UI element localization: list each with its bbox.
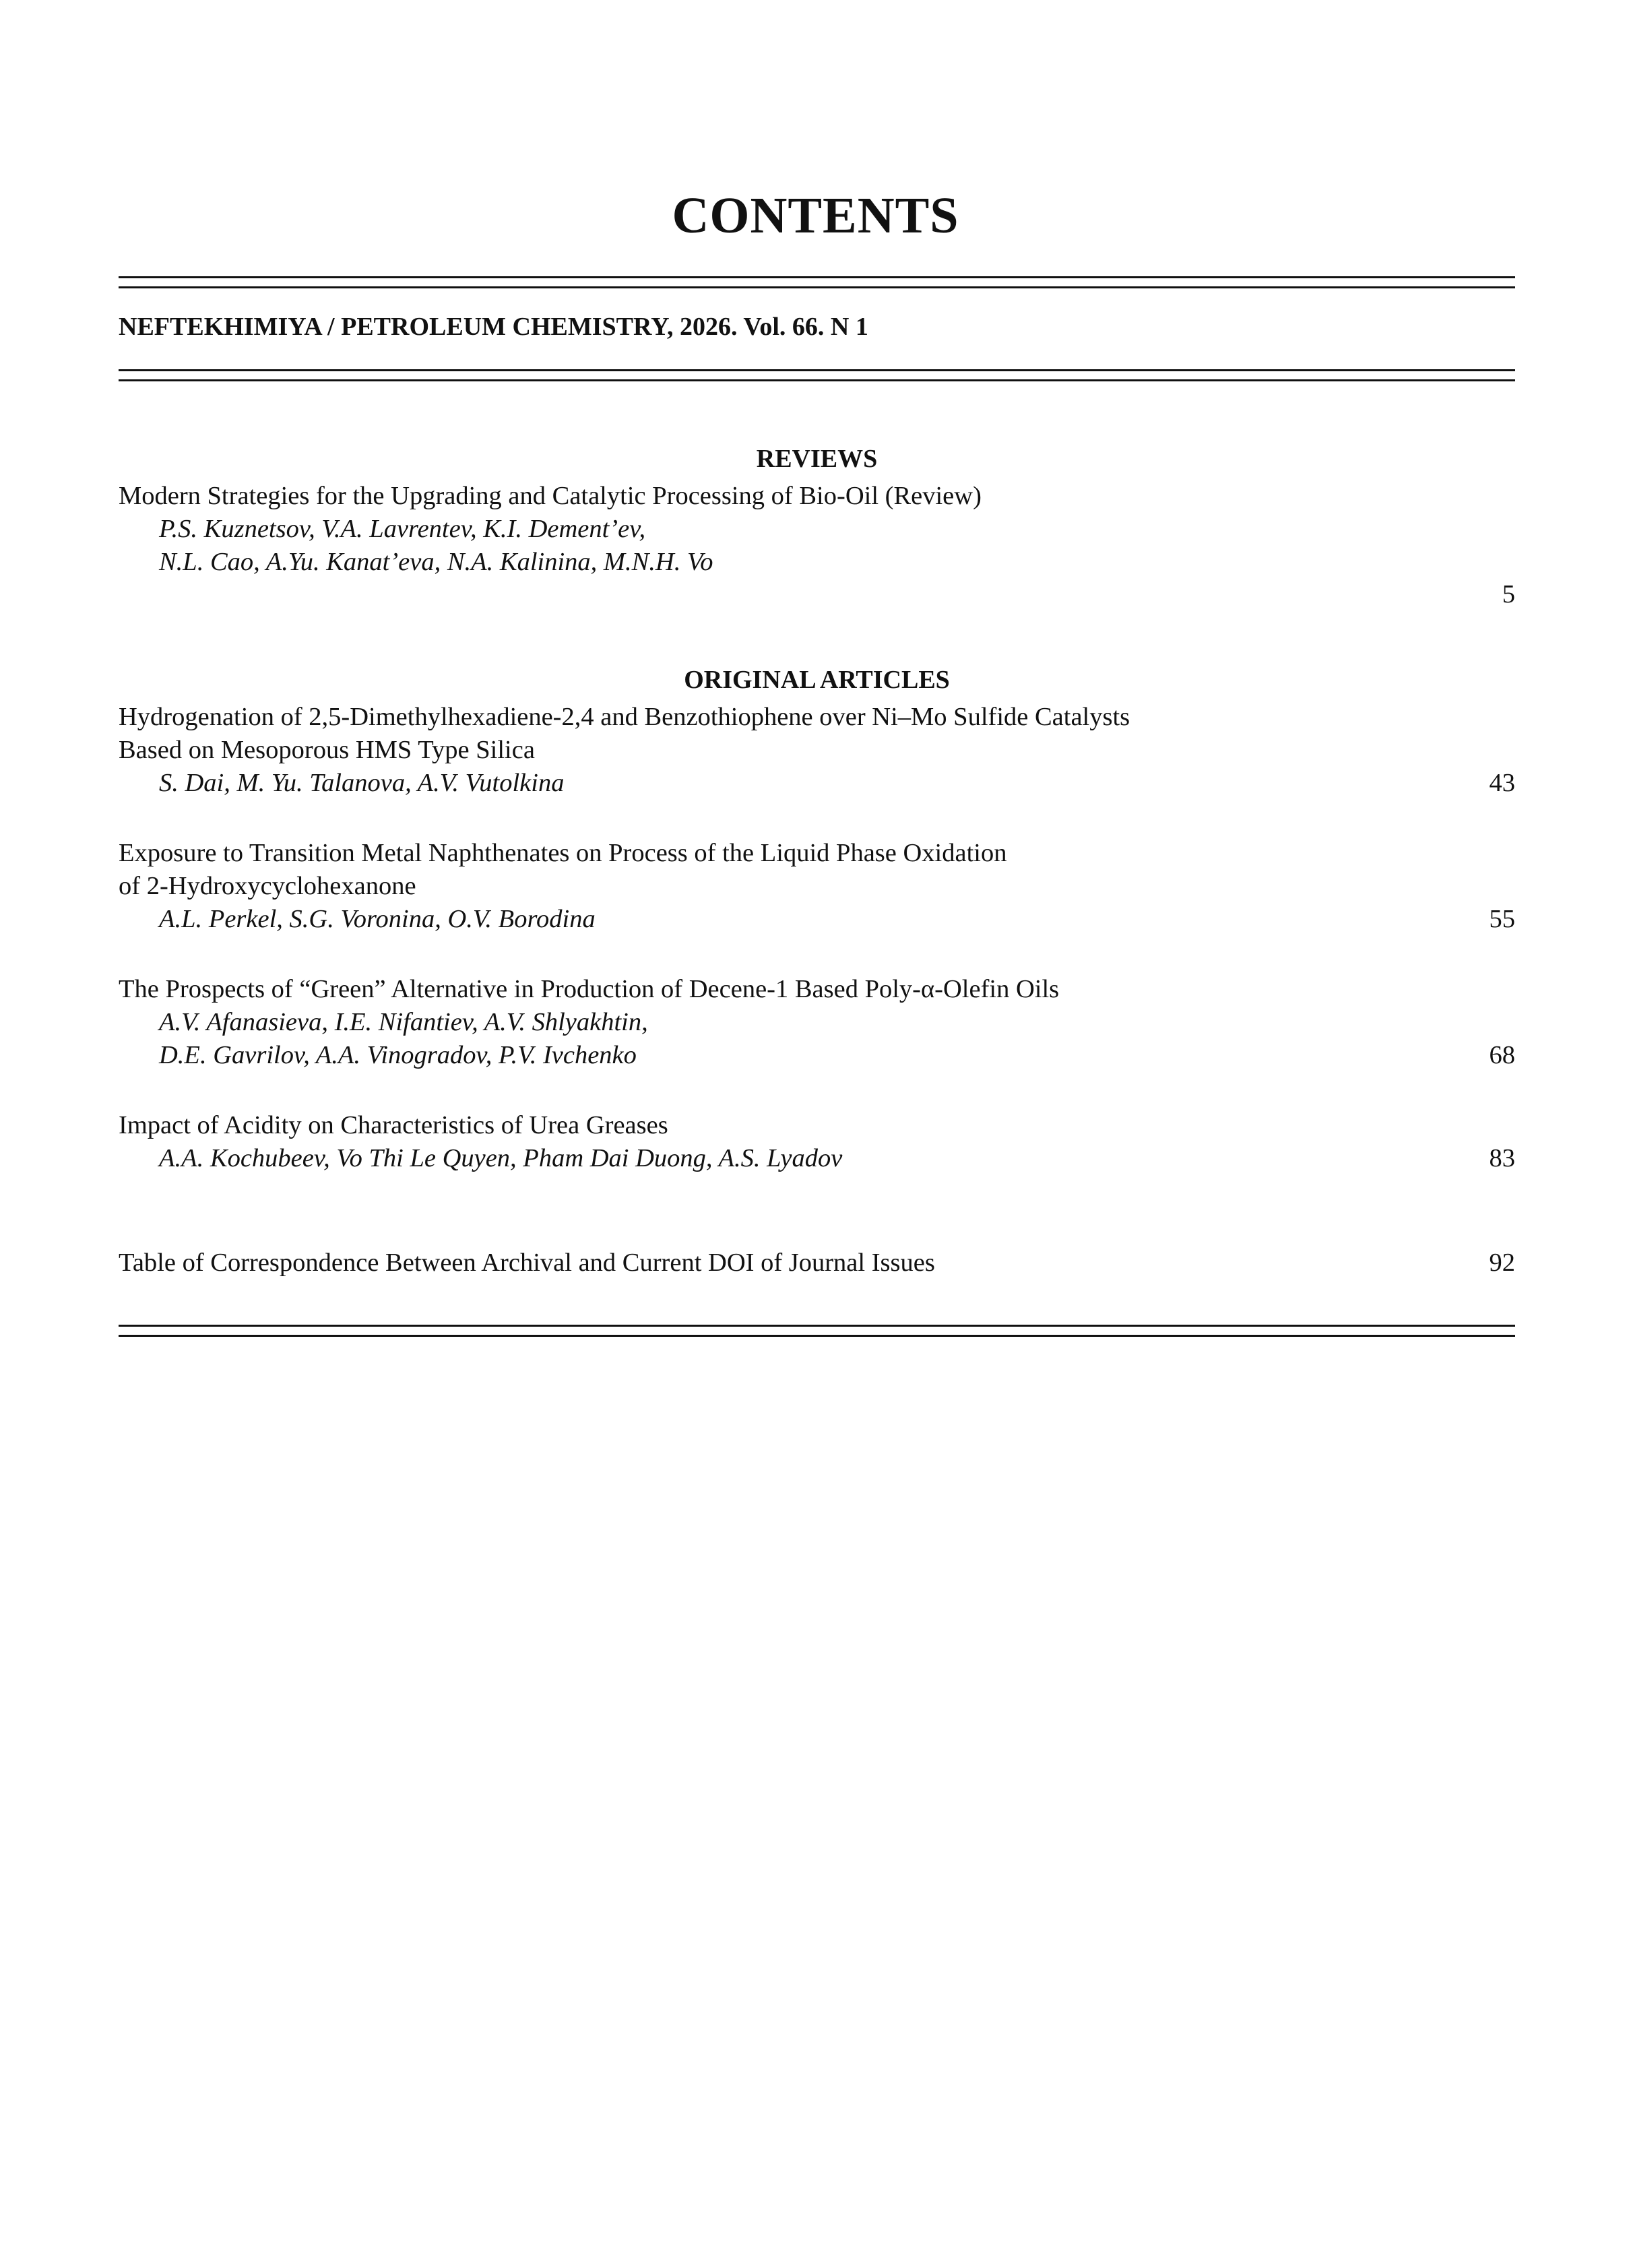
double-rule-top <box>119 276 1515 288</box>
toc-entry[interactable] <box>119 701 1515 800</box>
entry-title-line: The Prospects of “Green” Alternative in Production of Decene-1 Based Poly-α-Olefin Oils <box>119 975 1060 1003</box>
entry-authors-line: A.A. Kochubeev, Vo Thi Le Quyen, Pham Dai Duong, A.S. Lyadov <box>159 1144 843 1172</box>
entry-title-line: Based on Mesoporous HMS Type Silica <box>119 736 535 764</box>
toc-entry[interactable] <box>119 837 1515 936</box>
entry-authors-line: A.L. Perkel, S.G. Voronina, O.V. Borodina <box>159 905 596 933</box>
section-heading-original-articles: ORIGINAL ARTICLES <box>684 666 950 694</box>
entry-authors-line: P.S. Kuznetsov, V.A. Lavrentev, K.I. Dement’ev, <box>159 515 646 543</box>
entry-page-number: 55 <box>1489 905 1515 933</box>
journal-line: NEFTEKHIMIYA / PETROLEUM CHEMISTRY, 2026. Vol. 66. N 1 <box>119 313 868 341</box>
toc-entry[interactable] <box>119 1109 1515 1175</box>
section-heading-reviews: REVIEWS <box>756 445 878 473</box>
entry-authors-line: N.L. Cao, A.Yu. Kanat’eva, N.A. Kalinina, M.N.H. Vo <box>159 548 713 576</box>
entry-authors-line: D.E. Gavrilov, A.A. Vinogradov, P.V. Ivchenko <box>159 1041 637 1069</box>
entry-page-number: 92 <box>1489 1249 1515 1277</box>
entry-title-line: Impact of Acidity on Characteristics of Urea Greases <box>119 1111 668 1139</box>
double-rule-bottom <box>119 1325 1515 1337</box>
entry-title-line: Table of Correspondence Between Archival and Current DOI of Journal Issues <box>119 1249 935 1277</box>
toc-entry[interactable] <box>119 1247 1515 1280</box>
entry-authors-line: S. Dai, M. Yu. Talanova, A.V. Vutolkina <box>159 769 565 797</box>
entry-page-number: 5 <box>1502 580 1515 608</box>
toc-entry[interactable] <box>119 973 1515 1072</box>
entry-authors-line: A.V. Afanasieva, I.E. Nifantiev, A.V. Shlyakhtin, <box>159 1008 648 1036</box>
entry-page-number: 83 <box>1489 1144 1515 1172</box>
double-rule-header-bottom <box>119 369 1515 381</box>
page-title: CONTENTS <box>672 187 959 244</box>
entry-title-line: Exposure to Transition Metal Naphthenates on Process of the Liquid Phase Oxidation <box>119 839 1007 867</box>
entry-title-line: Modern Strategies for the Upgrading and Catalytic Processing of Bio-Oil (Review) <box>119 482 982 510</box>
entry-page-number: 43 <box>1489 769 1515 797</box>
entry-page-number: 68 <box>1489 1041 1515 1069</box>
toc-entry[interactable] <box>119 480 1515 608</box>
entry-title-line: of 2-Hydroxycyclohexanone <box>119 872 416 900</box>
entry-title-line: Hydrogenation of 2,5-Dimethylhexadiene-2,4 and Benzothiophene over Ni–Mo Sulfide Catalysts <box>119 703 1130 731</box>
